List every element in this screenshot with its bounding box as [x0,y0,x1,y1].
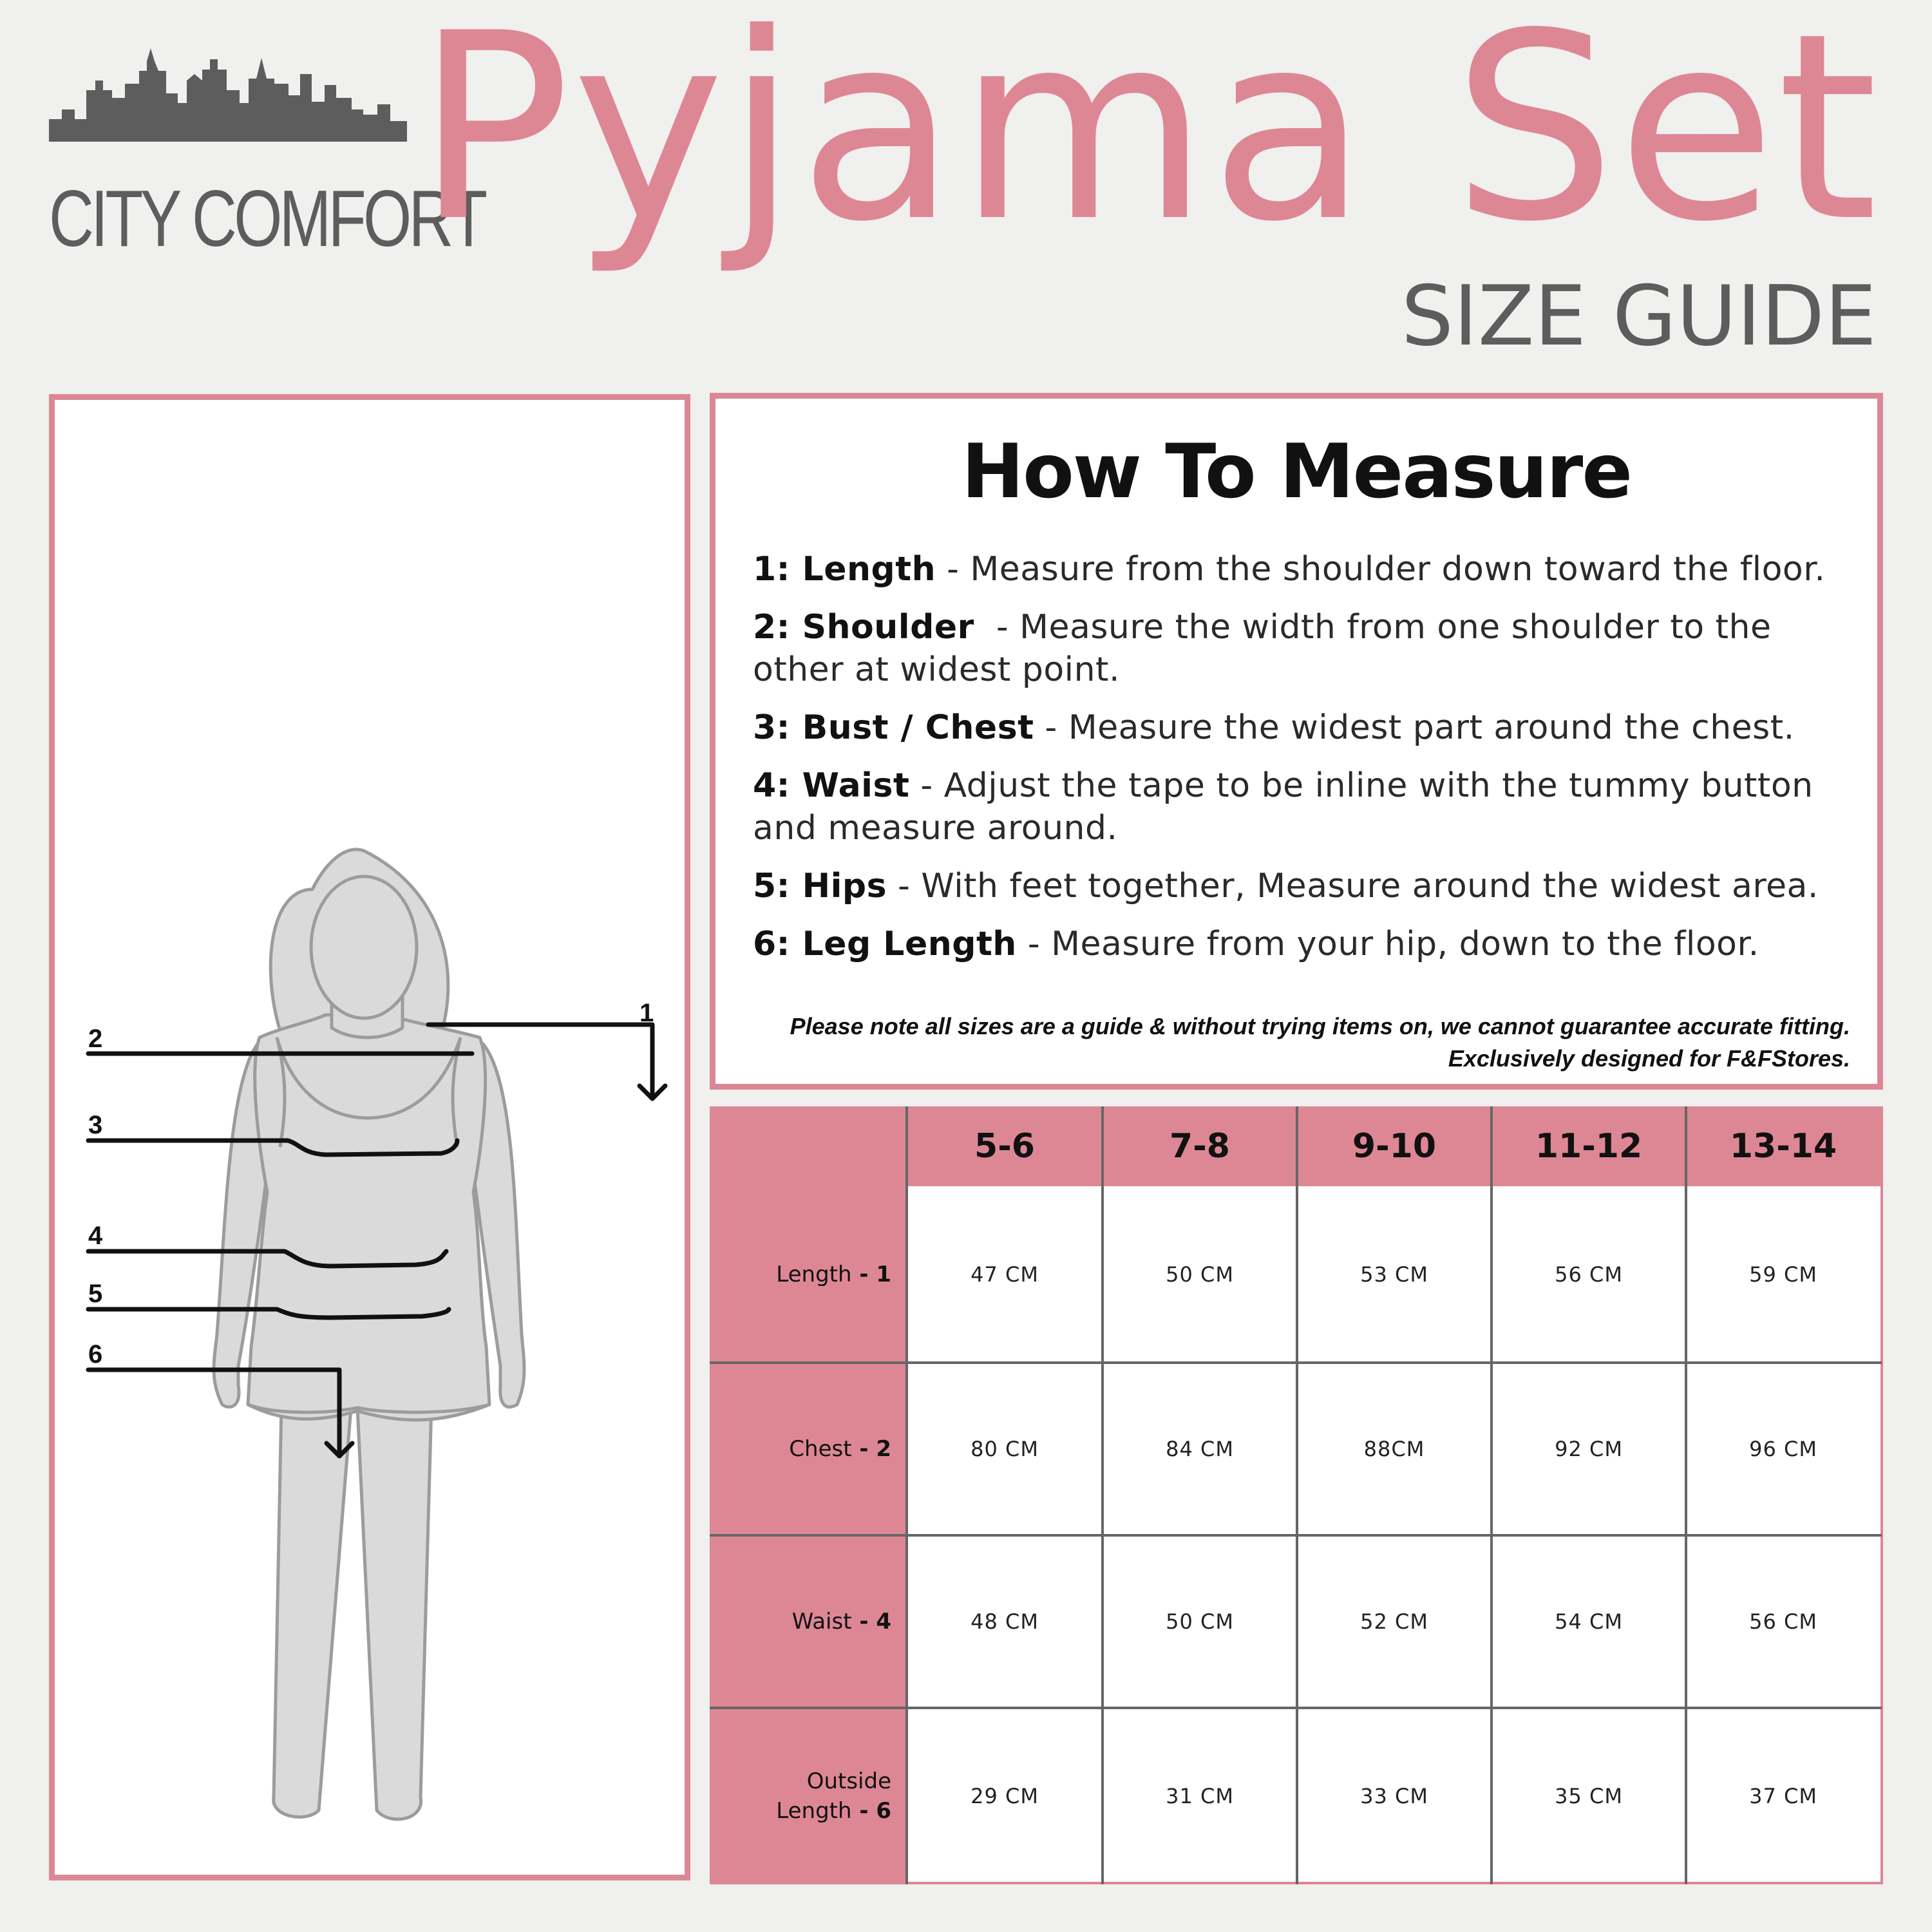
instruction-item [753,923,1848,965]
instruction-text: - Measure the widest part around the chest. [1034,708,1795,747]
table-cell: 96 CM [1749,1437,1817,1461]
table-cell: 52 CM [1360,1609,1428,1634]
row-label-line1 [807,1766,891,1796]
row-label-name: Waist [791,1609,852,1634]
table-cell: 59 CM [1749,1262,1817,1287]
instruction-text: - Measure the width from one shoulder to the other at widest point. [753,608,1783,689]
table-cell: 84 CM [1166,1437,1234,1461]
row-label-waist [710,1535,891,1708]
table-cell: 47 CM [971,1262,1039,1287]
instruction-item [753,548,1848,591]
table-cell: 48 CM [971,1609,1039,1634]
disclaimer-note [790,1010,1850,1075]
instruction-text: - Measure from the shoulder down toward the floor. [936,550,1826,589]
row-label-text [789,1434,891,1464]
how-to-measure-panel [710,393,1883,1090]
page-subtitle: SIZE GUIDE [1401,269,1877,365]
page-title: Pyjama Set [415,0,1879,278]
measure-label-3: 3 [88,1111,103,1139]
measurement-figure-panel [49,394,690,1880]
instruction-item [753,606,1848,691]
child-body-outline-icon [55,400,685,1875]
row-label-chest [710,1363,891,1535]
measure-label-2: 2 [88,1025,103,1053]
table-cell: 53 CM [1360,1262,1428,1287]
how-to-measure-title: How To Measure [961,428,1631,515]
table-cell: 31 CM [1166,1784,1234,1808]
instruction-text: - Adjust the tape to be inline with the tummy button and measure around. [753,766,1814,848]
row-label-num: - 6 [851,1798,891,1824]
instruction-text: - With feet together, Measure around the widest area. [887,867,1819,905]
table-cell: 35 CM [1555,1784,1623,1808]
table-cell: 88CM [1363,1437,1425,1461]
table-cell: 54 CM [1555,1609,1623,1634]
table-cell: 56 CM [1749,1609,1817,1634]
city-skyline-icon [49,45,410,148]
row-label-text [776,1260,891,1289]
row-label-num: - 2 [851,1436,891,1462]
brand-name: CITY COMFORT [49,175,485,263]
table-cell: 33 CM [1360,1784,1428,1808]
instruction-list [753,548,1848,981]
measure-label-4: 4 [88,1222,103,1250]
instruction-term: 3: Bust / Chest [753,708,1034,747]
row-label-length [710,1186,891,1363]
size-header-7-8: 7-8 [1170,1127,1230,1166]
disclaimer-line: Please note all sizes are a guide & without trying items on, we cannot guarantee accurate fitting. [790,1013,1850,1039]
instruction-item [753,706,1848,749]
row-label-line2 [776,1796,891,1826]
table-cell: 92 CM [1555,1437,1623,1461]
size-header-11-12: 11-12 [1535,1127,1643,1166]
instruction-term: 4: Waist [753,766,910,805]
table-cell: 29 CM [971,1784,1039,1808]
size-table [710,1106,1883,1884]
row-label-name: Length [776,1262,852,1287]
instruction-item [753,764,1848,849]
row-label-name: Chest [789,1436,852,1462]
measure-label-5: 5 [88,1280,103,1308]
brand-logo [49,45,485,263]
instruction-term: 1: Length [753,550,936,589]
table-cell: 37 CM [1749,1784,1817,1808]
row-label-name-2: Length [776,1798,852,1824]
instruction-text: - Measure from your hip, down to the floor. [1016,925,1759,963]
instruction-term: 2: Shoulder [753,608,974,647]
instruction-term: 6: Leg Length [753,925,1017,963]
measure-label-1: 1 [639,999,654,1027]
instruction-item [753,865,1848,907]
table-cell: 80 CM [971,1437,1039,1461]
table-cell: 56 CM [1555,1262,1623,1287]
size-header-5-6: 5-6 [974,1127,1035,1166]
table-cell: 50 CM [1166,1609,1234,1634]
row-label-outside-length [710,1708,891,1884]
row-label-num: - 4 [851,1609,891,1634]
row-label-num: - 1 [851,1262,891,1287]
table-cell: 50 CM [1166,1262,1234,1287]
size-header-9-10: 9-10 [1352,1127,1437,1166]
measure-label-6: 6 [88,1340,103,1368]
row-label-text [792,1607,891,1636]
size-header-13-14: 13-14 [1729,1127,1837,1166]
instruction-term: 5: Hips [753,867,887,905]
row-label-name: Outside [806,1768,891,1794]
exclusive-line: Exclusively designed for F&FStores. [1448,1045,1850,1072]
